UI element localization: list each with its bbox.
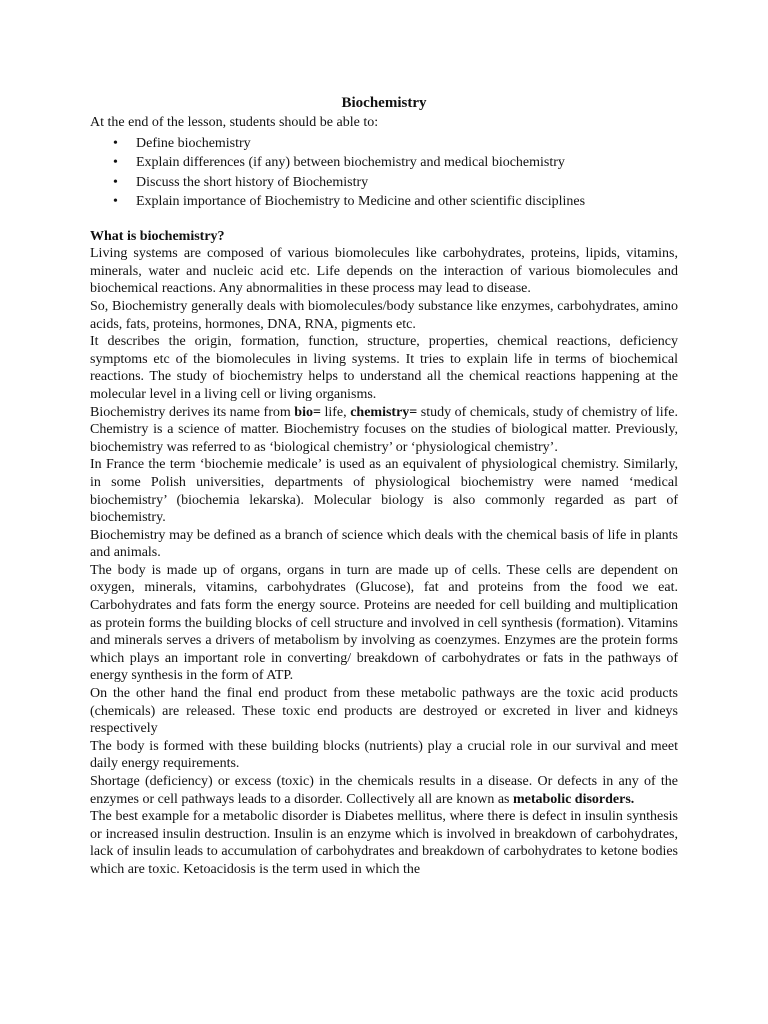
section-heading: What is biochemistry? xyxy=(90,228,225,244)
paragraph: So, Biochemistry generally deals with biomolecules/body substance like enzymes, carbohydrates, amino acids, fats, proteins, hormones, DNA, RNA, pigments etc. xyxy=(90,298,678,332)
paragraph-text: life, xyxy=(320,404,351,420)
paragraph: The body is formed with these building blocks (nutrients) play a crucial role in our survival and meet daily energy requirements. xyxy=(90,738,678,772)
list-item: • Explain importance of Biochemistry to Medicine and other scientific disciplines xyxy=(90,192,678,212)
bold-term: chemistry= xyxy=(350,404,418,420)
paragraph-text: Biochemistry derives its name from xyxy=(90,404,295,420)
paragraph xyxy=(90,773,678,808)
paragraph: Living systems are composed of various biomolecules like carbohydrates, proteins, lipids, vitamins, minerals, water and nucleic acid etc. Life depends on the interaction of various biomolecules and biochemical reactions. Any abnormalities in these process may lead to disease. xyxy=(90,246,678,297)
bold-term: metabolic disorders. xyxy=(512,791,635,807)
paragraph-text: study of chemicals, study of chemistry of life. Chemistry is a science of matter. Biochemistry focuses on the studies of biological matter. Previously, biochemistry was referred to as ‘biological chemistry’ or ‘physiological chemistry’. xyxy=(90,404,679,455)
bold-term: bio= xyxy=(294,404,321,420)
paragraph: The best example for a metabolic disorder is Diabetes mellitus, where there is defect in insulin synthesis or increased insulin destruction. Insulin is an enzyme which is involved in breakdown of carbohydrates, lack of insulin leads to accumulation of carbohydrates and breakdown of carbohydrates to ketone bodies which are toxic. Ketoacidosis is the term used in which the xyxy=(90,809,678,877)
page-title: Biochemistry xyxy=(341,95,427,111)
list-item: • Define biochemistry xyxy=(90,134,678,154)
list-item: • Discuss the short history of Biochemistry xyxy=(90,173,678,193)
intro-text: At the end of the lesson, students should be able to: xyxy=(90,115,379,130)
paragraph: Biochemistry may be defined as a branch of science which deals with the chemical basis of life in plants and animals. xyxy=(90,527,678,561)
paragraph: The body is made up of organs, organs in turn are made up of cells. These cells are dependent on oxygen, minerals, vitamins, carbohydrates (Glucose), fat and proteins from the food we eat. Carbohydrates and fats form the energy source. Proteins are needed for cell building and multiplication as protein forms the building blocks of cell structure and involved in cell synthesis (formation). Vitamins and minerals serves a drivers of metabolism by involving as coenzymes. Enzymes are the protein forms which plays an important role in converting/ breakdown of carbohydrates or fats in the pathways of energy synthesis in the form of ATP. xyxy=(90,562,678,684)
list-item: • Explain differences (if any) between biochemistry and medical biochemistry xyxy=(90,153,678,173)
paragraph: On the other hand the final end product from these metabolic pathways are the toxic acid products (chemicals) are released. These toxic end products are destroyed or excreted in liver and kidneys respectively xyxy=(90,686,678,737)
paragraph: It describes the origin, formation, function, structure, properties, chemical reactions, deficiency symptoms etc of the biomolecules in living systems. It tries to explain life in terms of biochemical reactions. The study of biochemistry helps to understand all the chemical reactions happening at the molecular level in a living cell or living organisms. xyxy=(90,334,678,402)
paragraph xyxy=(90,404,678,457)
paragraph-text: Shortage (deficiency) or excess (toxic) in the chemicals results in a disease. Or defects in any of the enzymes or cell pathways leads to a disorder. Collectively all are known as xyxy=(90,774,678,807)
paragraph: In France the term ‘biochemie medicale’ is used as an equivalent of physiological chemistry. Similarly, in some Polish universities, departments of physiological biochemistry were named ‘medical biochemistry’ (biochemia lekarska). Molecular biology is also commonly regarded as part of biochemistry. xyxy=(90,457,678,526)
objectives-list xyxy=(90,134,678,212)
document-page xyxy=(90,94,678,879)
